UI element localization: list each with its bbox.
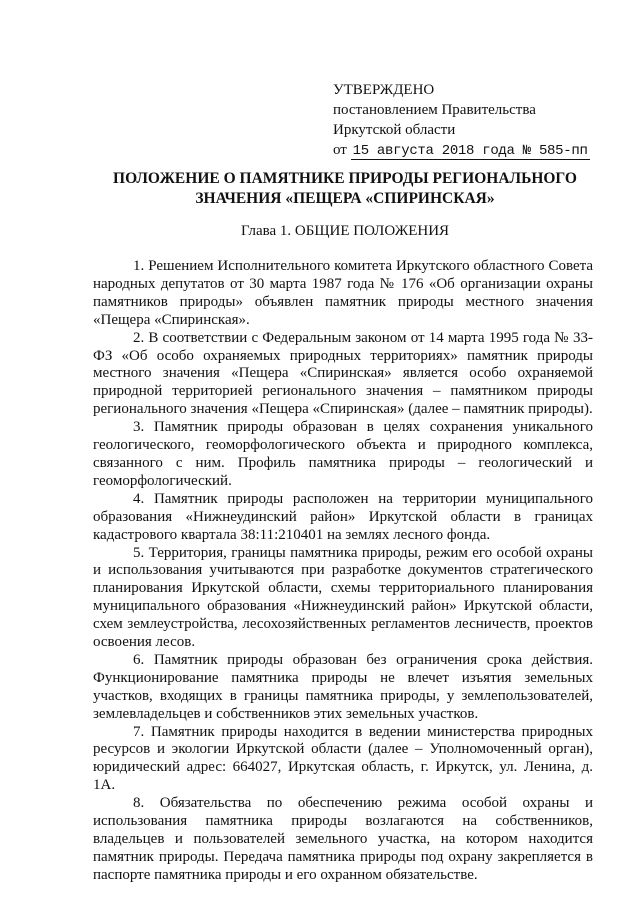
chapter-heading: Глава 1. ОБЩИЕ ПОЛОЖЕНИЯ <box>240 223 450 239</box>
document-title-line-1: ПОЛОЖЕНИЕ О ПАМЯТНИКЕ ПРИРОДЫ РЕГИОНАЛЬНОГО <box>113 170 577 187</box>
paragraph-5: 5. Территория, границы памятника природы, режим его особой охраны и использования учитываются при разработке документов стратегического планирования Иркутской области, схемы территориального планирования муниципального образования «Нижнеудинский район» Иркутской области, схем землеустройства, лесохозяйственных регламентов лесничеств, проектов освоения лесов. <box>93 544 593 651</box>
paragraph-6: 6. Памятник природы образован без ограничения срока действия. Функционирование памятника природы не влечет изъятия земельных участков, входящих в границы памятника природы, у землепользователей, землевладельцев и собственников этих земельных участков. <box>93 651 593 722</box>
approval-date-value: 15 августа 2018 года № 585-пп <box>352 143 588 159</box>
paragraph-1: 1. Решением Исполнительного комитета Иркутского областного Совета народных депутатов от 30 марта 1987 года № 176 «Об организации охраны памятников природы» объявлен памятник природы местного значения «Пещера «Спиринская». <box>93 258 593 328</box>
approval-date-line <box>333 140 623 161</box>
paragraph-4: 4. Памятник природы расположен на территории муниципального образования «Нижнеудинский район» Иркутской области в границах кадастрового квартала 38:11:210401 на землях лесного фонда. <box>93 490 593 543</box>
paragraph-7: 7. Памятник природы находится в ведении министерства природных ресурсов и экологии Иркутской области (далее – Уполномоченный орган), юридический адрес: 664027, Иркутская область, г. Иркутск, ул. Ленина, д. 1А. <box>93 723 593 794</box>
approval-date-prefix: от <box>333 142 347 158</box>
paragraph-8: 8. Обязательства по обеспечению режима особой охраны и использования памятника природы возлагаются на собственников, владельцев и пользователей земельного участка, на котором находится памятник природы. Передача памятника природы под охрану закрепляется в паспорте памятника природы и его охранном обязательстве. <box>93 795 593 883</box>
document-title-line-2: ЗНАЧЕНИЯ «ПЕЩЕРА «СПИРИНСКАЯ» <box>195 190 495 207</box>
approval-heading: УТВЕРЖДЕНО <box>333 82 435 98</box>
approval-region: Иркутской области <box>333 122 456 138</box>
approval-block <box>333 80 623 161</box>
paragraph-3: 3. Памятник природы образован в целях сохранения уникального геологического, геоморфологического объекта и природного комплекса, связанного с ним. Профиль памятника природы – геологический и геоморфологический. <box>93 419 593 489</box>
paragraph-2: 2. В соответствии с Федеральным законом от 14 марта 1995 года № 33-ФЗ «Об особо охраняемых природных территориях» памятник природы местного значения «Пещера «Спиринская» является особо охраняемой природной территорией регионального значения – памятником природы регионального значения «Пещера «Спиринская» (далее – памятник природы). <box>93 329 593 418</box>
document-body <box>93 258 593 885</box>
document-title <box>100 169 590 209</box>
approval-issuer: постановлением Правительства <box>333 102 536 118</box>
